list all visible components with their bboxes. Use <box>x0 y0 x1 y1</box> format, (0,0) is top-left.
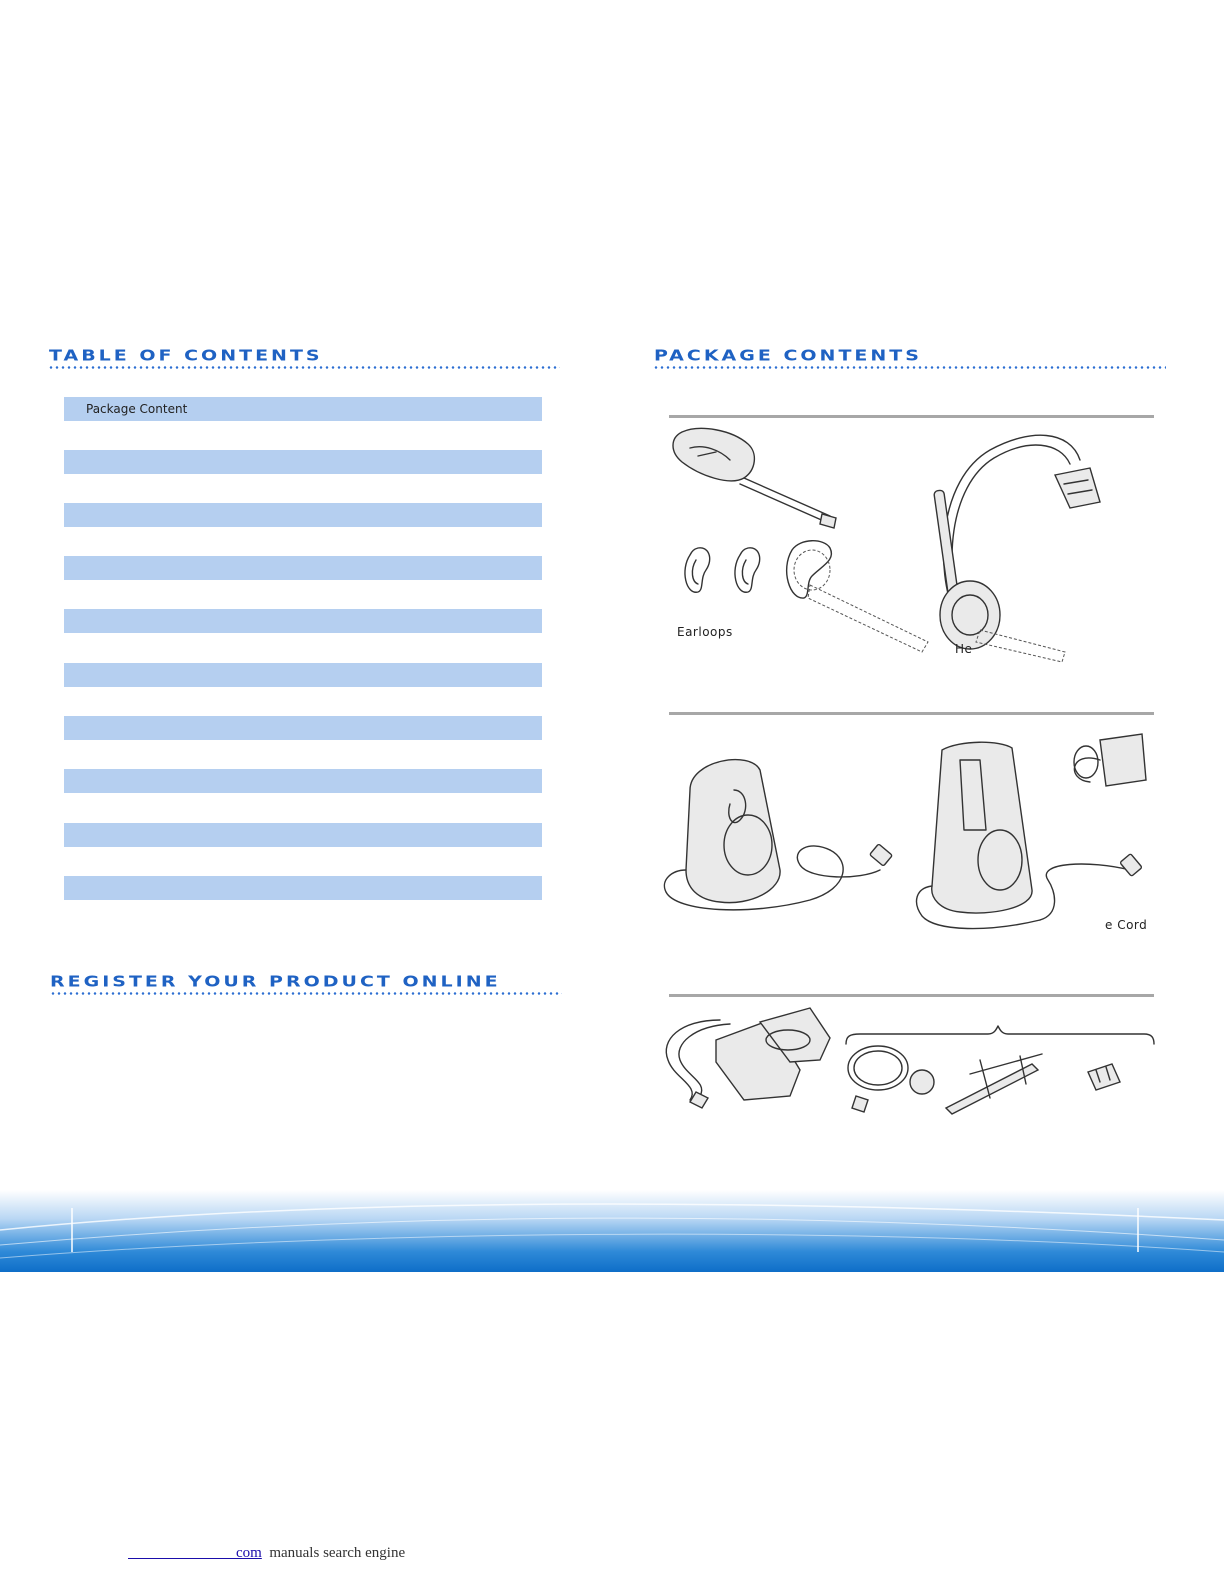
toc-row[interactable] <box>64 556 542 580</box>
footer-tail-text: manuals search engine <box>269 1545 406 1561</box>
headset-illustration <box>660 420 1160 670</box>
register-title: REGISTER YOUR PRODUCT ONLINE <box>50 973 501 991</box>
toc-title: TABLE OF CONTENTS <box>49 347 323 365</box>
section-rule <box>669 415 1154 418</box>
toc-row[interactable] <box>64 503 542 527</box>
toc-title-divider <box>48 366 560 369</box>
toc-row[interactable] <box>64 663 542 687</box>
toc-row[interactable] <box>64 716 542 740</box>
package-title: PACKAGE CONTENTS <box>654 347 922 365</box>
toc-row[interactable] <box>64 450 542 474</box>
toc-row-label: Package Content <box>86 402 188 416</box>
toc-row[interactable] <box>64 609 542 633</box>
toc-row[interactable] <box>64 823 542 847</box>
base-illustration <box>660 720 1160 940</box>
caption-headband: He <box>955 642 973 656</box>
section-rule <box>669 712 1154 715</box>
footer-link-underline <box>128 1544 236 1559</box>
package-title-divider <box>653 366 1166 369</box>
register-title-divider <box>50 992 562 995</box>
caption-cord: e Cord <box>1105 918 1148 932</box>
toc-row[interactable] <box>64 397 542 421</box>
section-rule <box>669 994 1154 997</box>
footer-band <box>0 1190 1224 1272</box>
footer-text <box>128 1544 405 1562</box>
caption-earloops: Earloops <box>677 625 733 639</box>
toc-row[interactable] <box>64 876 542 900</box>
accessories-illustration <box>660 1000 1160 1120</box>
toc-row[interactable] <box>64 769 542 793</box>
footer-link[interactable]: com <box>236 1545 262 1561</box>
